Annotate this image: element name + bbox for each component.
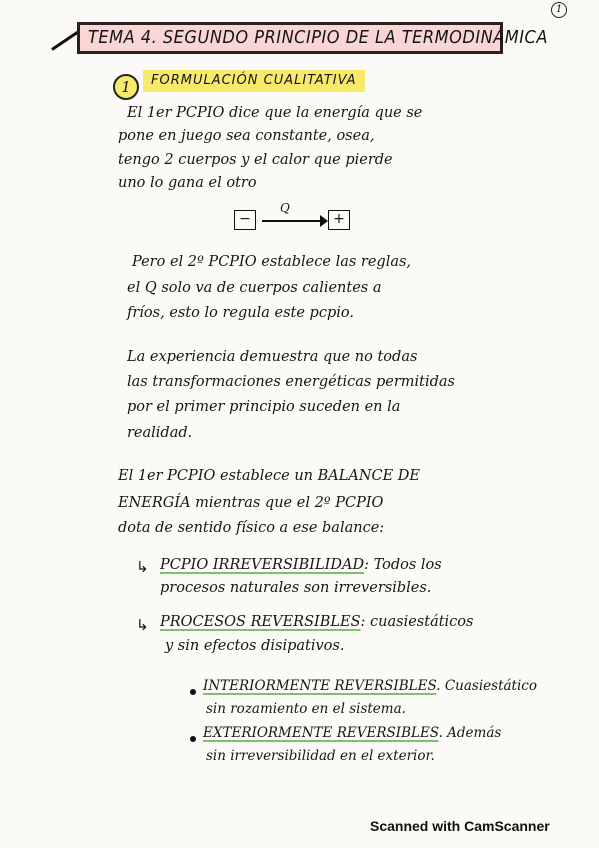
paragraph1-line1: El 1er PCPIO dice que la energía que se (127, 105, 423, 121)
page-number: 1 (551, 2, 567, 18)
paragraph4-line3: dota de sentido físico a ese balance: (118, 520, 385, 536)
heat-arrow-line (262, 220, 324, 222)
cold-body-box: − (234, 210, 256, 230)
bullet2-term: EXTERIORMENTE REVERSIBLES (203, 725, 439, 741)
bullet2-line2: sin irreversibilidad en el exterior. (206, 748, 435, 764)
paragraph3-line4: realidad. (127, 425, 193, 441)
heat-label: Q (280, 201, 290, 215)
item1-line2: procesos naturales son irreversibles. (160, 580, 432, 596)
paragraph3-line2: las transformaciones energéticas permitidas (127, 374, 455, 390)
bullet1-term: INTERIORMENTE REVERSIBLES (203, 678, 437, 694)
paragraph3-line1: La experiencia demuestra que no todas (127, 349, 418, 365)
scanner-watermark: Scanned with CamScanner (370, 818, 550, 834)
section-number: 1 (113, 74, 139, 100)
item1-line1 (160, 557, 442, 573)
bullet-dot-icon (190, 736, 196, 742)
page-title: TEMA 4. SEGUNDO PRINCIPIO DE LA TERMODINÁMICA (77, 22, 503, 54)
paragraph2-line2: el Q solo va de cuerpos calientes a (127, 280, 382, 296)
paragraph3-line3: por el primer principio suceden en la (127, 399, 401, 415)
hot-body-box: + (328, 210, 350, 230)
bullet1-line1 (203, 678, 537, 694)
paragraph2-line1: Pero el 2º PCPIO establece las reglas, (132, 254, 412, 270)
item2-term: PROCESOS REVERSIBLES (160, 614, 361, 630)
heat-flow-diagram (230, 201, 350, 236)
paragraph1-line2: pone en juego sea constante, osea, (118, 128, 375, 144)
bullet2-line1 (203, 725, 501, 741)
item2-line1 (160, 614, 473, 630)
paragraph1-line4: uno lo gana el otro (118, 175, 257, 191)
bullet1-text1: . Cuasiestático (436, 678, 537, 694)
paragraph4-line1: El 1er PCPIO establece un BALANCE DE (118, 468, 421, 484)
paragraph2-line3: fríos, esto lo regula este pcpio. (127, 305, 354, 321)
paragraph4-line2: ENERGÍA mientras que el 2º PCPIO (118, 495, 384, 511)
item2-text1: : cuasiestáticos (360, 614, 474, 630)
item2-line2: y sin efectos disipativos. (165, 638, 345, 654)
sub-arrow-icon: ↳ (136, 616, 149, 634)
sub-arrow-icon: ↳ (136, 558, 149, 576)
bullet-dot-icon (190, 689, 196, 695)
bullet2-text1: . Además (438, 725, 502, 741)
bullet1-line2: sin rozamiento en el sistema. (206, 701, 406, 717)
arrow-right-icon (320, 215, 328, 227)
item1-text1: : Todos los (364, 557, 442, 573)
paragraph1-line3: tengo 2 cuerpos y el calor que pierde (118, 152, 393, 168)
section-title: FORMULACIÓN CUALITATIVA (143, 70, 365, 92)
item1-term: PCPIO IRREVERSIBILIDAD (160, 557, 365, 573)
